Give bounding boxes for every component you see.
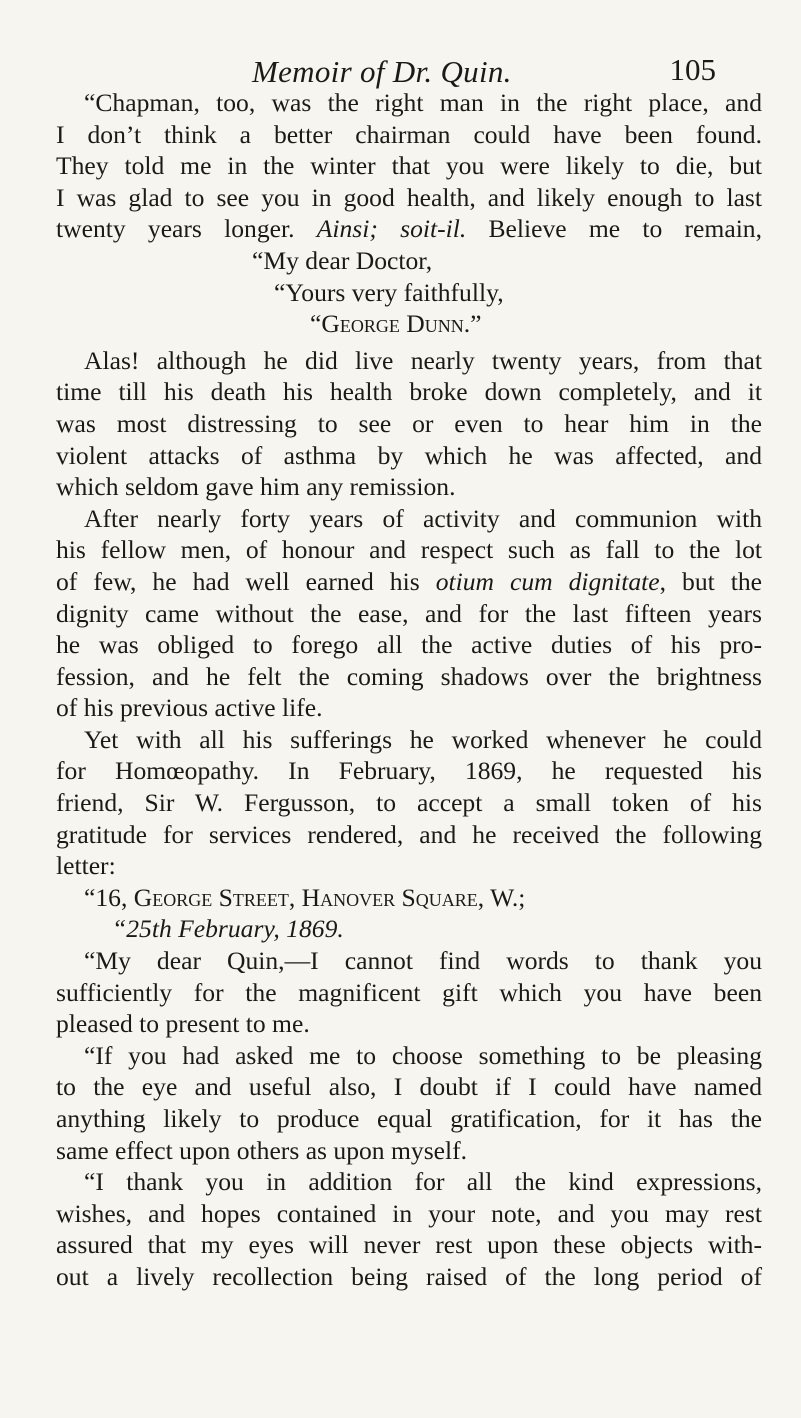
closing-salutation: “My dear Doctor, <box>252 245 433 275</box>
text-line: out a lively recollection being raised of the long period of <box>56 1261 762 1291</box>
text-line: to the eye and useful also, I doubt if I could have named <box>56 1072 762 1102</box>
text-line: friend, Sir W. Fergusson, to accept a small token of his <box>56 788 762 818</box>
text-line: I don’t think a better chairman could have been found. <box>56 119 762 149</box>
text-line: letter: <box>56 851 116 881</box>
text-line: “If you had asked me to choose something to be pleasing <box>84 1040 762 1070</box>
text-line: of few, he had well earned his otium cum dignitate, but the <box>56 566 762 596</box>
text-line: “Chapman, too, was the right man in the right place, and <box>84 88 762 117</box>
letter-salutation: “My dear Quin,—I cannot find words to thank you <box>84 946 762 976</box>
text-line: which seldom gave him any remission. <box>56 472 456 502</box>
body-text <box>56 87 762 1293</box>
text-line: “I thank you in addition for all the kind expressions, <box>84 1167 762 1197</box>
text-line: assured that my eyes will never rest upon these objects with- <box>56 1230 762 1260</box>
text-line: sufficiently for the magnificent gift which you have been <box>56 977 762 1007</box>
signature: “George Dunn.” <box>310 309 482 339</box>
letter-address: “16, George Street, Hanover Square, W.; <box>84 882 526 912</box>
text-line: pleased to present to me. <box>56 1009 310 1039</box>
text-line: for Homœopathy. In February, 1869, he requested his <box>56 756 762 786</box>
text-line: fession, and he felt the coming shadows over the brightness <box>56 661 762 691</box>
text-line: time till his death his health broke down completely, and it <box>56 377 762 407</box>
text-line: anything likely to produce equal gratification, for it has the <box>56 1104 762 1133</box>
running-head: Memoir of Dr. Quin. <box>252 54 512 89</box>
text-line: was most distressing to see or even to hear him in the <box>56 408 762 438</box>
text-line: Alas! although he did live nearly twenty years, from that <box>84 345 762 375</box>
text-line: dignity came without the ease, and for the last fifteen years <box>56 598 762 628</box>
text-line: violent attacks of asthma by which he was affected, and <box>56 440 762 470</box>
text-line: They told me in the winter that you were likely to die, but <box>56 151 762 181</box>
text-line: he was obliged to forego all the active duties of his pro- <box>56 630 762 660</box>
text-line: same effect upon others as upon myself. <box>56 1135 468 1165</box>
text-line: Yet with all his sufferings he worked whenever he could <box>84 724 762 754</box>
text-line: After nearly forty years of activity and communion with <box>84 503 762 533</box>
text-line: I was glad to see you in good health, and likely enough to last <box>56 182 762 212</box>
letter-date: “25th February, 1869. <box>112 914 344 944</box>
closing-phrase: “Yours very faithfully, <box>274 277 504 307</box>
page-number: 105 <box>669 52 716 87</box>
text-line: his fellow men, of honour and respect such as fall to the lot <box>56 535 762 565</box>
text-line: gratitude for services rendered, and he received the following <box>56 819 762 849</box>
text-line: twenty years longer. Ainsi; soit-il. Believe me to remain, <box>56 214 762 244</box>
text-line: wishes, and hopes contained in your note, and you may rest <box>56 1198 762 1228</box>
text-line: of his previous active life. <box>56 693 323 723</box>
